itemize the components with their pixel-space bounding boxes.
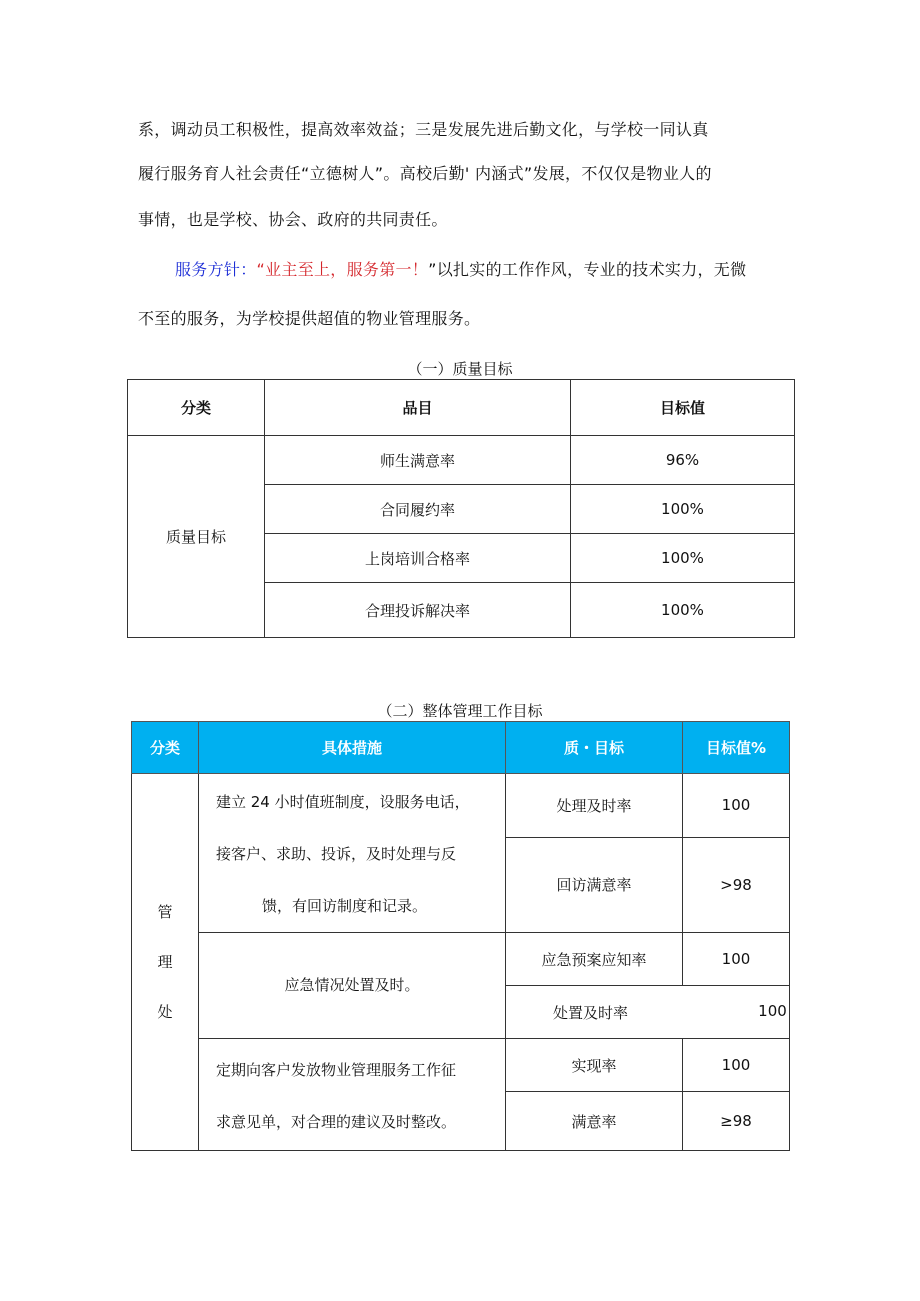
column-header-goal: 质・目标 <box>506 722 683 774</box>
item-cell: 合同履约率 <box>265 485 571 534</box>
measure-cell <box>199 933 506 1039</box>
target-cell: 96% <box>571 436 795 485</box>
value-cell: ≥98 <box>683 1092 790 1151</box>
paragraph-line-3: 事情，也是学校、协会、政府的共同责任。 <box>138 210 448 229</box>
quality-table-caption: （一）质量目标 <box>407 360 513 378</box>
value-cell: 100 <box>683 1039 790 1092</box>
measure-line: 求意见单，对合理的建议及时整改。 <box>216 1112 457 1131</box>
category-char: 处 <box>157 1003 173 1021</box>
service-policy-rest: ”以扎实的工作作风，专业的技术实力，无微 <box>428 260 747 279</box>
goal-text: 处置及时率 <box>553 1003 629 1022</box>
target-cell: 100% <box>571 583 795 638</box>
category-cell <box>132 774 199 1151</box>
category-char: 管 <box>157 903 173 921</box>
quality-goals-table <box>127 379 795 638</box>
column-header-target-value: 目标值% <box>683 722 790 774</box>
column-header-measures: 具体措施 <box>199 722 506 774</box>
measure-line: 应急情况处置及时。 <box>284 976 420 994</box>
measure-line: 建立 24 小时值班制度，设服务电话， <box>216 793 470 811</box>
category-cell: 质量目标 <box>128 436 265 638</box>
item-cell: 合理投诉解决率 <box>265 583 571 638</box>
paragraph-line-2: 履行服务育人社会责任“立德树人”。高校后勤' 内涵式”发展，不仅仅是物业人的 <box>138 164 712 183</box>
category-char: 理 <box>157 953 173 971</box>
service-policy-line <box>175 257 746 280</box>
value-cell: 100 <box>683 774 790 838</box>
value-cell: 100 <box>683 933 790 986</box>
paragraph-line-1: 系，调动员工积极性，提高效率效益；三是发展先进后勤文化，与学校一同认真 <box>138 120 709 139</box>
target-cell: 100% <box>571 534 795 583</box>
goal-cell <box>506 986 790 1039</box>
value-text: 100 <box>758 1001 787 1020</box>
service-policy-quote: “业主至上，服务第一！ <box>256 260 429 279</box>
table-header-row <box>128 380 795 436</box>
goal-cell: 应急预案应知率 <box>506 933 683 986</box>
service-policy-label: 服务方针： <box>175 260 257 279</box>
value-cell: >98 <box>683 837 790 932</box>
column-header-target: 目标值 <box>571 380 795 436</box>
table-row <box>128 436 795 485</box>
management-table-caption: （二）整体管理工作目标 <box>377 702 543 720</box>
table-row <box>132 933 790 986</box>
table-row <box>132 1039 790 1092</box>
goal-cell: 回访满意率 <box>506 837 683 932</box>
item-cell: 上岗培训合格率 <box>265 534 571 583</box>
management-goals-table <box>131 721 790 1151</box>
column-header-category: 分类 <box>128 380 265 436</box>
measure-cell <box>199 774 506 933</box>
target-cell: 100% <box>571 485 795 534</box>
measure-cell <box>199 1039 506 1151</box>
paragraph-line-5: 不至的服务，为学校提供超值的物业管理服务。 <box>138 309 481 328</box>
column-header-item: 品目 <box>265 380 571 436</box>
item-cell: 师生满意率 <box>265 436 571 485</box>
goal-cell: 处理及时率 <box>506 774 683 838</box>
column-header-category: 分类 <box>132 722 199 774</box>
measure-line: 接客户、求助、投诉，及时处理与反 <box>216 845 457 863</box>
measure-line: 馈，有回访制度和记录。 <box>262 897 428 915</box>
measure-line: 定期向客户发放物业管理服务工作征 <box>216 1060 457 1079</box>
table-header-row <box>132 722 790 774</box>
goal-cell: 实现率 <box>506 1039 683 1092</box>
goal-cell: 满意率 <box>506 1092 683 1151</box>
table-row <box>132 774 790 838</box>
